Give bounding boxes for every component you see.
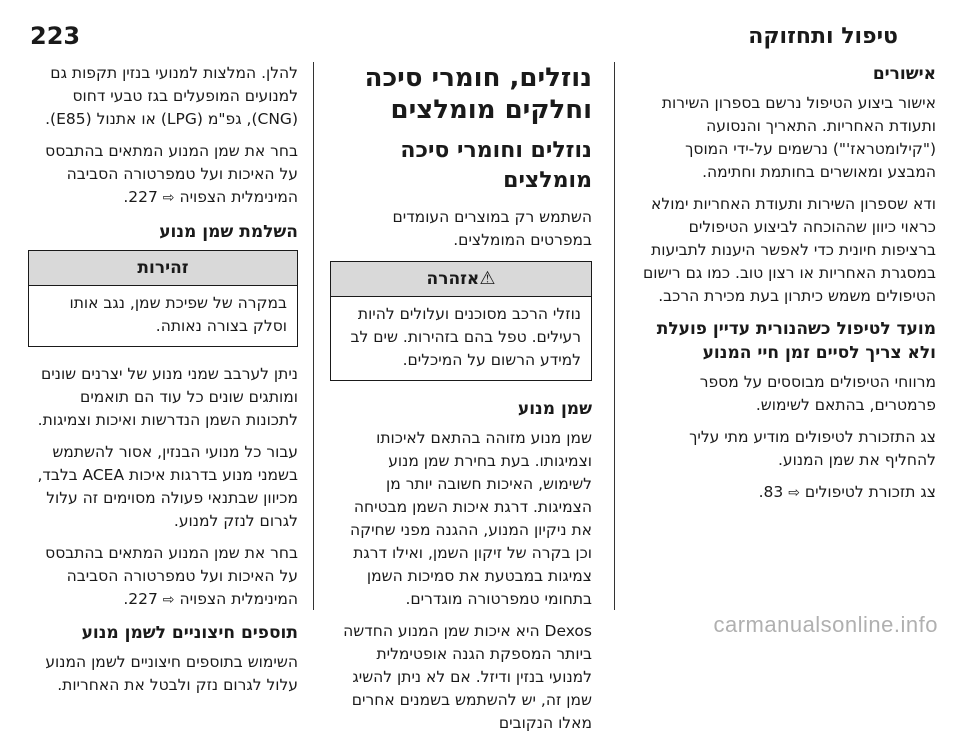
paragraph-text: בחר את שמן המנוע המתאים בהתבסס על האיכות ועל טמפרטורה הסביבה המינימלית הצפויה <box>45 142 298 206</box>
page-title: טיפול ותחזוקה <box>748 24 898 49</box>
caution-box <box>28 250 298 347</box>
reference-arrow-icon: ⇨ <box>788 485 800 501</box>
paragraph: שמן מנוע מזוהה בהתאם לאיכותו וצמיגותו. בעת בחירת שמן מנוע לשימוש, האיכות חשובה יותר מן הצמיגות. דרגת איכות השמן מבטיחה את ניקיון המנוע, ההגנה מפני שחיקה וכן בקרה של זיקון השמן, ואילו דרגת צמיגות במבטעת את סמיכות השמן בתחומי טמפרטורה מוגדרים. <box>349 429 592 608</box>
left-column <box>28 62 298 706</box>
caution-body: במקרה של שפיכת שמן, נגב אותו וסלק בצורה נאותה. <box>69 294 287 335</box>
cross-reference[interactable] <box>634 481 936 505</box>
reference-arrow-icon[interactable]: ⇨ <box>162 190 175 206</box>
intro-paragraph: השתמש רק במוצרים העומדים במפרטים המומלצים. <box>392 208 592 249</box>
service-interval-heading: מועד לטיפול כשהנורית עדיין פועלת ולא צריך לסיים זמן חיי המנוע <box>656 319 936 363</box>
paragraph: אישור ביצוע הטיפול נרשם בספרון השירות ותעודת האחריות. התאריך והנסועה ("קילומטראז'") נרשמים על-ידי המוסך המבצע ומאושרים בחותמת וחתימה. <box>661 94 936 181</box>
column-divider <box>313 62 314 610</box>
oil-topup-heading: השלמת שמן מנוע <box>159 222 298 242</box>
page-header <box>0 0 960 58</box>
section-subtitle: נוזלים וחומרי סיכה מומלצים <box>400 138 592 193</box>
paragraph <box>28 140 298 210</box>
reference-page[interactable]: 227. <box>123 590 158 608</box>
warning-box <box>330 261 592 381</box>
caution-title: זהירות <box>29 251 297 286</box>
watermark: carmanualsonline.info <box>713 612 938 637</box>
paragraph <box>28 542 298 612</box>
reference-text: צג תזכורת לטיפולים <box>804 483 936 501</box>
page-number: 223 <box>30 22 81 50</box>
warning-title <box>331 262 591 297</box>
warning-body: נוזלי הרכב מסוכנים ועלולים להיות רעילים. טפל בהם בזהירות. שים לב למידע הרשום על המיכלים. <box>350 305 581 369</box>
paragraph: להלן. המלצות למנועי בנזין תקפות גם למנועים המופעלים בגז טבעי דחוס (CNG), גפ"מ (LPG) או אתנול (E85). <box>45 64 298 128</box>
column-divider <box>614 62 615 610</box>
paragraph: השימוש בתוספים חיצוניים לשמן המנוע עלול לגרום נזק ולבטל את האחריות. <box>45 653 298 694</box>
reference-page: 83. <box>758 483 784 501</box>
paragraph: עבור כל מנועי הבנזין, אסור להשתמש בשמני מנוע בדרגות איכות ACEA בלבד, מכיוון שבתנאי פעולה מסוימים זה עלול לגרום לנזק למנוע. <box>37 443 298 530</box>
paragraph-text: בחר את שמן המנוע המתאים בהתבסס על האיכות ועל טמפרטורה הסביבה המינימלית הצפויה <box>45 544 298 608</box>
warning-title-text: אזהרה <box>426 269 480 289</box>
warning-triangle-icon: ⚠ <box>479 268 496 289</box>
paragraph: Dexos היא איכות שמן המנוע החדשה ביותר המספקת הגנה אופטימלית למנועי בנזין ודיזל. אם לא ניתן להשיג שמן זה, יש להשתמש בשמנים אחרים מאלו הנקובים <box>343 622 592 732</box>
reference-arrow-icon[interactable]: ⇨ <box>162 592 175 608</box>
paragraph: ניתן לערבב שמני מנוע של יצרנים שונים ומותגים שונים כל עוד הם תואמים לתכונות השמן הנדרשות ואיכות וצמיגות. <box>37 365 298 429</box>
approvals-heading: אישורים <box>872 64 936 84</box>
right-column <box>634 62 936 514</box>
additives-heading: תוספים חיצוניים לשמן מנוע <box>81 623 298 643</box>
engine-oil-heading: שמן מנוע <box>517 399 592 419</box>
paragraph: צג התזכורת לטיפולים מודיע מתי עליך להחליף את שמן המנוע. <box>689 428 936 469</box>
reference-page[interactable]: 227. <box>123 188 158 206</box>
paragraph: מרווחי הטיפולים מבוססים על מספר פרמטרים, בהתאם לשימוש. <box>699 373 936 414</box>
section-title: נוזלים, חומרי סיכה וחלקים מומלצים <box>364 63 592 125</box>
paragraph: ודא שספרון השירות ותעודת האחריות ימולא כראוי כיוון שההוכחה לביצוע הטיפולים ברציפות חיונית כדי לאפשר היענות לתביעות במסגרת האחריות או רצון טוב. כמו גם רישום הטיפולים משמש כיתרון בעת מכירת הרכב. <box>642 195 936 305</box>
